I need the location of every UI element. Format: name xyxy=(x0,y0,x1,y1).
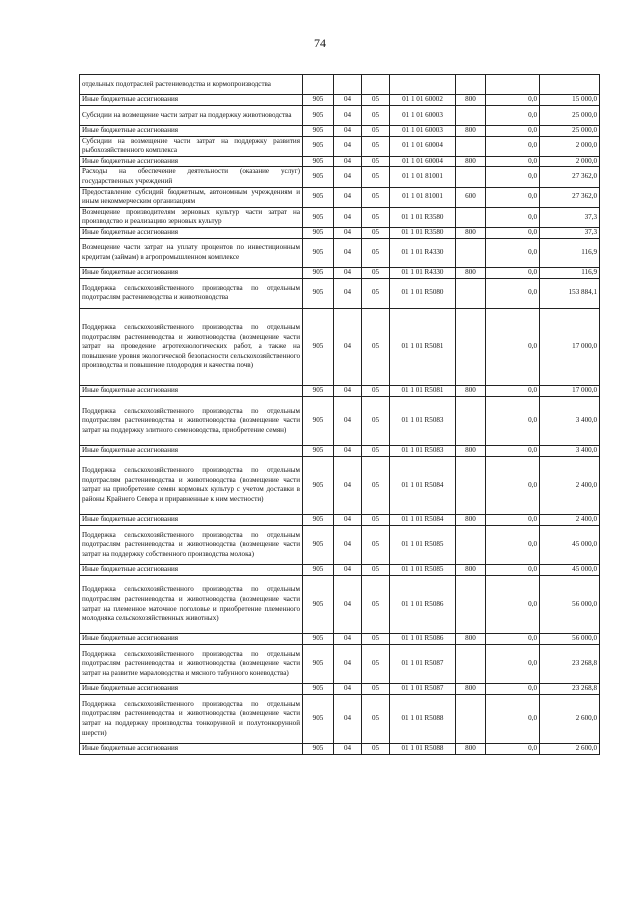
table-row xyxy=(80,695,600,744)
expenditure-name-cell: Поддержка сельскохозяйственного производства по отдельным подотраслям растениеводства и животноводства (возмещение части затрат на приобретение семян кормовых культур с учетом доставки в районы Крайнего Севера и приравненные к ним местности) xyxy=(80,456,303,515)
amount-cell: 56 000,0 xyxy=(540,634,600,645)
section-code-cell: 04 xyxy=(334,525,362,564)
ministry-code-cell: 905 xyxy=(303,565,334,576)
amount-cell: 45 000,0 xyxy=(540,565,600,576)
table-row xyxy=(80,684,600,695)
table-row xyxy=(80,187,600,207)
amount-cell xyxy=(540,75,600,95)
expenditure-name-cell: Поддержка сельскохозяйственного производства по отдельным подотраслям растениеводства и животноводства (возмещение части затрат на поддержку элитного семеноводства, приобретение семян) xyxy=(80,397,303,446)
expenditure-name-cell: Поддержка сельскохозяйственного производства по отдельным подотраслям растениеводства и животноводства (возмещение части затрат на племенное маточное поголовье и приобретение племенного молодняка сельскохозяйственных животных) xyxy=(80,575,303,634)
expense-type-cell xyxy=(456,278,486,308)
expense-type-cell: 800 xyxy=(456,684,486,695)
expense-type-cell xyxy=(456,167,486,187)
ministry-code-cell: 905 xyxy=(303,207,334,227)
zero-amount-cell: 0,0 xyxy=(486,125,540,136)
expense-type-cell xyxy=(456,308,486,386)
section-code-cell: 04 xyxy=(334,95,362,106)
table-row xyxy=(80,565,600,576)
amount-cell: 2 400,0 xyxy=(540,515,600,526)
expense-type-cell: 800 xyxy=(456,156,486,167)
amount-cell: 27 362,0 xyxy=(540,187,600,207)
amount-cell: 2 600,0 xyxy=(540,744,600,755)
subsection-code-cell: 05 xyxy=(362,156,390,167)
table-row xyxy=(80,575,600,634)
ministry-code-cell: 905 xyxy=(303,227,334,238)
table-row xyxy=(80,446,600,457)
amount-cell: 25 000,0 xyxy=(540,125,600,136)
amount-cell: 27 362,0 xyxy=(540,167,600,187)
zero-amount-cell: 0,0 xyxy=(486,386,540,397)
subsection-code-cell: 05 xyxy=(362,565,390,576)
target-article-cell: 01 1 01 R5084 xyxy=(390,456,456,515)
table-row xyxy=(80,125,600,136)
expense-type-cell: 800 xyxy=(456,268,486,279)
zero-amount-cell: 0,0 xyxy=(486,95,540,106)
expenditure-name-cell: Иные бюджетные ассигнования xyxy=(80,565,303,576)
ministry-code-cell: 905 xyxy=(303,187,334,207)
amount-cell: 153 884,1 xyxy=(540,278,600,308)
zero-amount-cell: 0,0 xyxy=(486,515,540,526)
amount-cell: 25 000,0 xyxy=(540,105,600,125)
zero-amount-cell: 0,0 xyxy=(486,695,540,744)
subsection-code-cell: 05 xyxy=(362,525,390,564)
target-article-cell: 01 1 01 60003 xyxy=(390,105,456,125)
target-article-cell: 01 1 01 R4330 xyxy=(390,268,456,279)
ministry-code-cell: 905 xyxy=(303,525,334,564)
zero-amount-cell: 0,0 xyxy=(486,207,540,227)
section-code-cell: 04 xyxy=(334,156,362,167)
target-article-cell xyxy=(390,75,456,95)
expenditure-name-cell: отдельных подотраслей растениеводства и кормопроизводства xyxy=(80,75,303,95)
subsection-code-cell: 05 xyxy=(362,308,390,386)
amount-cell: 17 000,0 xyxy=(540,386,600,397)
table-row xyxy=(80,238,600,268)
table-row xyxy=(80,645,600,684)
table-row xyxy=(80,207,600,227)
expense-type-cell: 800 xyxy=(456,744,486,755)
ministry-code-cell: 905 xyxy=(303,238,334,268)
zero-amount-cell: 0,0 xyxy=(486,268,540,279)
subsection-code-cell: 05 xyxy=(362,684,390,695)
subsection-code-cell: 05 xyxy=(362,695,390,744)
zero-amount-cell: 0,0 xyxy=(486,136,540,156)
ministry-code-cell: 905 xyxy=(303,308,334,386)
zero-amount-cell: 0,0 xyxy=(486,278,540,308)
table-row xyxy=(80,397,600,446)
target-article-cell: 01 1 01 R5084 xyxy=(390,515,456,526)
subsection-code-cell: 05 xyxy=(362,238,390,268)
amount-cell: 3 400,0 xyxy=(540,446,600,457)
zero-amount-cell: 0,0 xyxy=(486,525,540,564)
section-code-cell: 04 xyxy=(334,684,362,695)
ministry-code-cell: 905 xyxy=(303,167,334,187)
section-code-cell: 04 xyxy=(334,565,362,576)
budget-table xyxy=(79,74,600,755)
table-row xyxy=(80,744,600,755)
table-row xyxy=(80,525,600,564)
subsection-code-cell: 05 xyxy=(362,227,390,238)
table-row xyxy=(80,136,600,156)
subsection-code-cell: 05 xyxy=(362,386,390,397)
target-article-cell: 01 1 01 60002 xyxy=(390,95,456,106)
expenditure-name-cell: Иные бюджетные ассигнования xyxy=(80,268,303,279)
target-article-cell: 01 1 01 R5086 xyxy=(390,575,456,634)
ministry-code-cell: 905 xyxy=(303,278,334,308)
expenditure-name-cell: Иные бюджетные ассигнования xyxy=(80,744,303,755)
ministry-code-cell: 905 xyxy=(303,744,334,755)
expenditure-name-cell: Субсидии на возмещение части затрат на поддержку животноводства xyxy=(80,105,303,125)
target-article-cell: 01 1 01 R5080 xyxy=(390,278,456,308)
section-code-cell: 04 xyxy=(334,695,362,744)
subsection-code-cell: 05 xyxy=(362,136,390,156)
target-article-cell: 01 1 01 R5085 xyxy=(390,565,456,576)
expenditure-name-cell: Иные бюджетные ассигнования xyxy=(80,634,303,645)
expenditure-name-cell: Иные бюджетные ассигнования xyxy=(80,156,303,167)
expense-type-cell xyxy=(456,207,486,227)
table-row xyxy=(80,515,600,526)
expenditure-name-cell: Иные бюджетные ассигнования xyxy=(80,125,303,136)
subsection-code-cell: 05 xyxy=(362,446,390,457)
subsection-code-cell: 05 xyxy=(362,515,390,526)
target-article-cell: 01 1 01 R5081 xyxy=(390,386,456,397)
expense-type-cell xyxy=(456,575,486,634)
amount-cell: 23 268,8 xyxy=(540,684,600,695)
section-code-cell: 04 xyxy=(334,187,362,207)
ministry-code-cell: 905 xyxy=(303,95,334,106)
target-article-cell: 01 1 01 R3580 xyxy=(390,207,456,227)
expenditure-name-cell: Субсидии на возмещение части затрат на поддержку развития рыбохозяйственного комплекса xyxy=(80,136,303,156)
expenditure-name-cell: Предоставление субсидий бюджетным, автономным учреждениям и иным некоммерческим организациям xyxy=(80,187,303,207)
target-article-cell: 01 1 01 R5085 xyxy=(390,525,456,564)
subsection-code-cell: 05 xyxy=(362,187,390,207)
subsection-code-cell: 05 xyxy=(362,278,390,308)
expense-type-cell xyxy=(456,75,486,95)
table-row xyxy=(80,227,600,238)
target-article-cell: 01 1 01 R5083 xyxy=(390,446,456,457)
expense-type-cell: 800 xyxy=(456,227,486,238)
zero-amount-cell: 0,0 xyxy=(486,156,540,167)
expense-type-cell: 800 xyxy=(456,634,486,645)
table-row xyxy=(80,167,600,187)
ministry-code-cell: 905 xyxy=(303,136,334,156)
subsection-code-cell: 05 xyxy=(362,167,390,187)
amount-cell: 37,3 xyxy=(540,227,600,238)
amount-cell: 116,9 xyxy=(540,238,600,268)
section-code-cell: 04 xyxy=(334,227,362,238)
subsection-code-cell: 05 xyxy=(362,95,390,106)
expense-type-cell: 800 xyxy=(456,125,486,136)
zero-amount-cell: 0,0 xyxy=(486,744,540,755)
target-article-cell: 01 1 01 R5081 xyxy=(390,308,456,386)
section-code-cell: 04 xyxy=(334,207,362,227)
ministry-code-cell: 905 xyxy=(303,386,334,397)
target-article-cell: 01 1 01 R5087 xyxy=(390,684,456,695)
expenditure-name-cell: Поддержка сельскохозяйственного производства по отдельным подотраслям растениеводства и животноводства (возмещение части затрат на развитие мараловодства и мясного табунного коневодства) xyxy=(80,645,303,684)
expense-type-cell xyxy=(456,136,486,156)
table-row xyxy=(80,308,600,386)
section-code-cell: 04 xyxy=(334,105,362,125)
expenditure-name-cell: Возмещение производителям зерновых культур части затрат на производство и реализацию зерновых культур xyxy=(80,207,303,227)
section-code-cell: 04 xyxy=(334,397,362,446)
zero-amount-cell: 0,0 xyxy=(486,456,540,515)
subsection-code-cell: 05 xyxy=(362,125,390,136)
table-body xyxy=(80,75,600,755)
amount-cell: 3 400,0 xyxy=(540,397,600,446)
expenditure-name-cell: Иные бюджетные ассигнования xyxy=(80,446,303,457)
subsection-code-cell: 05 xyxy=(362,456,390,515)
ministry-code-cell: 905 xyxy=(303,105,334,125)
target-article-cell: 01 1 01 60003 xyxy=(390,125,456,136)
ministry-code-cell: 905 xyxy=(303,684,334,695)
zero-amount-cell: 0,0 xyxy=(486,634,540,645)
subsection-code-cell xyxy=(362,75,390,95)
ministry-code-cell: 905 xyxy=(303,515,334,526)
target-article-cell: 01 1 01 60004 xyxy=(390,156,456,167)
table-row xyxy=(80,156,600,167)
expenditure-name-cell: Иные бюджетные ассигнования xyxy=(80,95,303,106)
expenditure-name-cell: Иные бюджетные ассигнования xyxy=(80,386,303,397)
expense-type-cell: 800 xyxy=(456,446,486,457)
expenditure-name-cell: Иные бюджетные ассигнования xyxy=(80,684,303,695)
subsection-code-cell: 05 xyxy=(362,744,390,755)
zero-amount-cell: 0,0 xyxy=(486,238,540,268)
expense-type-cell xyxy=(456,105,486,125)
target-article-cell: 01 1 01 R5088 xyxy=(390,695,456,744)
zero-amount-cell: 0,0 xyxy=(486,167,540,187)
ministry-code-cell: 905 xyxy=(303,456,334,515)
table-row xyxy=(80,105,600,125)
amount-cell: 2 600,0 xyxy=(540,695,600,744)
zero-amount-cell: 0,0 xyxy=(486,565,540,576)
amount-cell: 2 000,0 xyxy=(540,156,600,167)
target-article-cell: 01 1 01 R5086 xyxy=(390,634,456,645)
expense-type-cell xyxy=(456,397,486,446)
section-code-cell: 04 xyxy=(334,456,362,515)
target-article-cell: 01 1 01 81001 xyxy=(390,167,456,187)
target-article-cell: 01 1 01 60004 xyxy=(390,136,456,156)
expense-type-cell: 800 xyxy=(456,386,486,397)
amount-cell: 15 000,0 xyxy=(540,95,600,106)
expenditure-name-cell: Иные бюджетные ассигнования xyxy=(80,515,303,526)
subsection-code-cell: 05 xyxy=(362,105,390,125)
ministry-code-cell: 905 xyxy=(303,634,334,645)
amount-cell: 2 000,0 xyxy=(540,136,600,156)
table-row xyxy=(80,634,600,645)
zero-amount-cell: 0,0 xyxy=(486,187,540,207)
section-code-cell: 04 xyxy=(334,268,362,279)
zero-amount-cell: 0,0 xyxy=(486,575,540,634)
ministry-code-cell: 905 xyxy=(303,695,334,744)
section-code-cell: 04 xyxy=(334,125,362,136)
expenditure-name-cell: Иные бюджетные ассигнования xyxy=(80,227,303,238)
target-article-cell: 01 1 01 R5088 xyxy=(390,744,456,755)
target-article-cell: 01 1 01 R4330 xyxy=(390,238,456,268)
ministry-code-cell xyxy=(303,75,334,95)
table-row xyxy=(80,268,600,279)
target-article-cell: 01 1 01 81001 xyxy=(390,187,456,207)
expenditure-name-cell: Расходы на обеспечение деятельности (оказание услуг) государственных учреждений xyxy=(80,167,303,187)
section-code-cell: 04 xyxy=(334,634,362,645)
subsection-code-cell: 05 xyxy=(362,207,390,227)
section-code-cell: 04 xyxy=(334,575,362,634)
section-code-cell: 04 xyxy=(334,136,362,156)
ministry-code-cell: 905 xyxy=(303,125,334,136)
section-code-cell: 04 xyxy=(334,515,362,526)
amount-cell: 37,3 xyxy=(540,207,600,227)
expenditure-name-cell: Поддержка сельскохозяйственного производства по отдельным подотраслям растениеводства и животноводства (возмещение части затрат на поддержку собственного производства молока) xyxy=(80,525,303,564)
expense-type-cell: 800 xyxy=(456,515,486,526)
amount-cell: 45 000,0 xyxy=(540,525,600,564)
zero-amount-cell: 0,0 xyxy=(486,105,540,125)
subsection-code-cell: 05 xyxy=(362,575,390,634)
ministry-code-cell: 905 xyxy=(303,156,334,167)
expenditure-name-cell: Поддержка сельскохозяйственного производства по отдельным подотраслям растениеводства и животноводства (возмещение части затрат на проведение агротехнологических работ, а также на повышение уровня экологической безопасности сельскохозяйственного производства и повышение плодородия и качества почв) xyxy=(80,308,303,386)
target-article-cell: 01 1 01 R3580 xyxy=(390,227,456,238)
amount-cell: 17 000,0 xyxy=(540,308,600,386)
zero-amount-cell xyxy=(486,75,540,95)
ministry-code-cell: 905 xyxy=(303,575,334,634)
section-code-cell: 04 xyxy=(334,645,362,684)
amount-cell: 116,9 xyxy=(540,268,600,279)
zero-amount-cell: 0,0 xyxy=(486,645,540,684)
expense-type-cell: 800 xyxy=(456,565,486,576)
ministry-code-cell: 905 xyxy=(303,645,334,684)
section-code-cell: 04 xyxy=(334,386,362,397)
subsection-code-cell: 05 xyxy=(362,634,390,645)
subsection-code-cell: 05 xyxy=(362,268,390,279)
section-code-cell xyxy=(334,75,362,95)
table-row xyxy=(80,456,600,515)
expenditure-name-cell: Поддержка сельскохозяйственного производства по отдельным подотраслям растениеводства и животноводства xyxy=(80,278,303,308)
section-code-cell: 04 xyxy=(334,308,362,386)
table-row xyxy=(80,75,600,95)
table-row xyxy=(80,278,600,308)
amount-cell: 2 400,0 xyxy=(540,456,600,515)
expense-type-cell: 600 xyxy=(456,187,486,207)
table-row xyxy=(80,386,600,397)
zero-amount-cell: 0,0 xyxy=(486,397,540,446)
expense-type-cell xyxy=(456,456,486,515)
expense-type-cell: 800 xyxy=(456,95,486,106)
zero-amount-cell: 0,0 xyxy=(486,227,540,238)
expenditure-name-cell: Возмещение части затрат на уплату процентов по инвестиционным кредитам (займам) в агропромышленном комплексе xyxy=(80,238,303,268)
subsection-code-cell: 05 xyxy=(362,397,390,446)
amount-cell: 23 268,8 xyxy=(540,645,600,684)
expenditure-name-cell: Поддержка сельскохозяйственного производства по отдельным подотраслям растениеводства и животноводства (возмещение части затрат на поддержку производства тонкорунной и полутонкорунной шерсти) xyxy=(80,695,303,744)
section-code-cell: 04 xyxy=(334,278,362,308)
expense-type-cell xyxy=(456,695,486,744)
expense-type-cell xyxy=(456,238,486,268)
ministry-code-cell: 905 xyxy=(303,397,334,446)
zero-amount-cell: 0,0 xyxy=(486,684,540,695)
subsection-code-cell: 05 xyxy=(362,645,390,684)
target-article-cell: 01 1 01 R5083 xyxy=(390,397,456,446)
zero-amount-cell: 0,0 xyxy=(486,446,540,457)
table-row xyxy=(80,95,600,106)
section-code-cell: 04 xyxy=(334,446,362,457)
expense-type-cell xyxy=(456,645,486,684)
zero-amount-cell: 0,0 xyxy=(486,308,540,386)
expense-type-cell xyxy=(456,525,486,564)
ministry-code-cell: 905 xyxy=(303,268,334,279)
page-number: 74 xyxy=(314,36,326,50)
amount-cell: 56 000,0 xyxy=(540,575,600,634)
ministry-code-cell: 905 xyxy=(303,446,334,457)
section-code-cell: 04 xyxy=(334,238,362,268)
section-code-cell: 04 xyxy=(334,744,362,755)
target-article-cell: 01 1 01 R5087 xyxy=(390,645,456,684)
section-code-cell: 04 xyxy=(334,167,362,187)
